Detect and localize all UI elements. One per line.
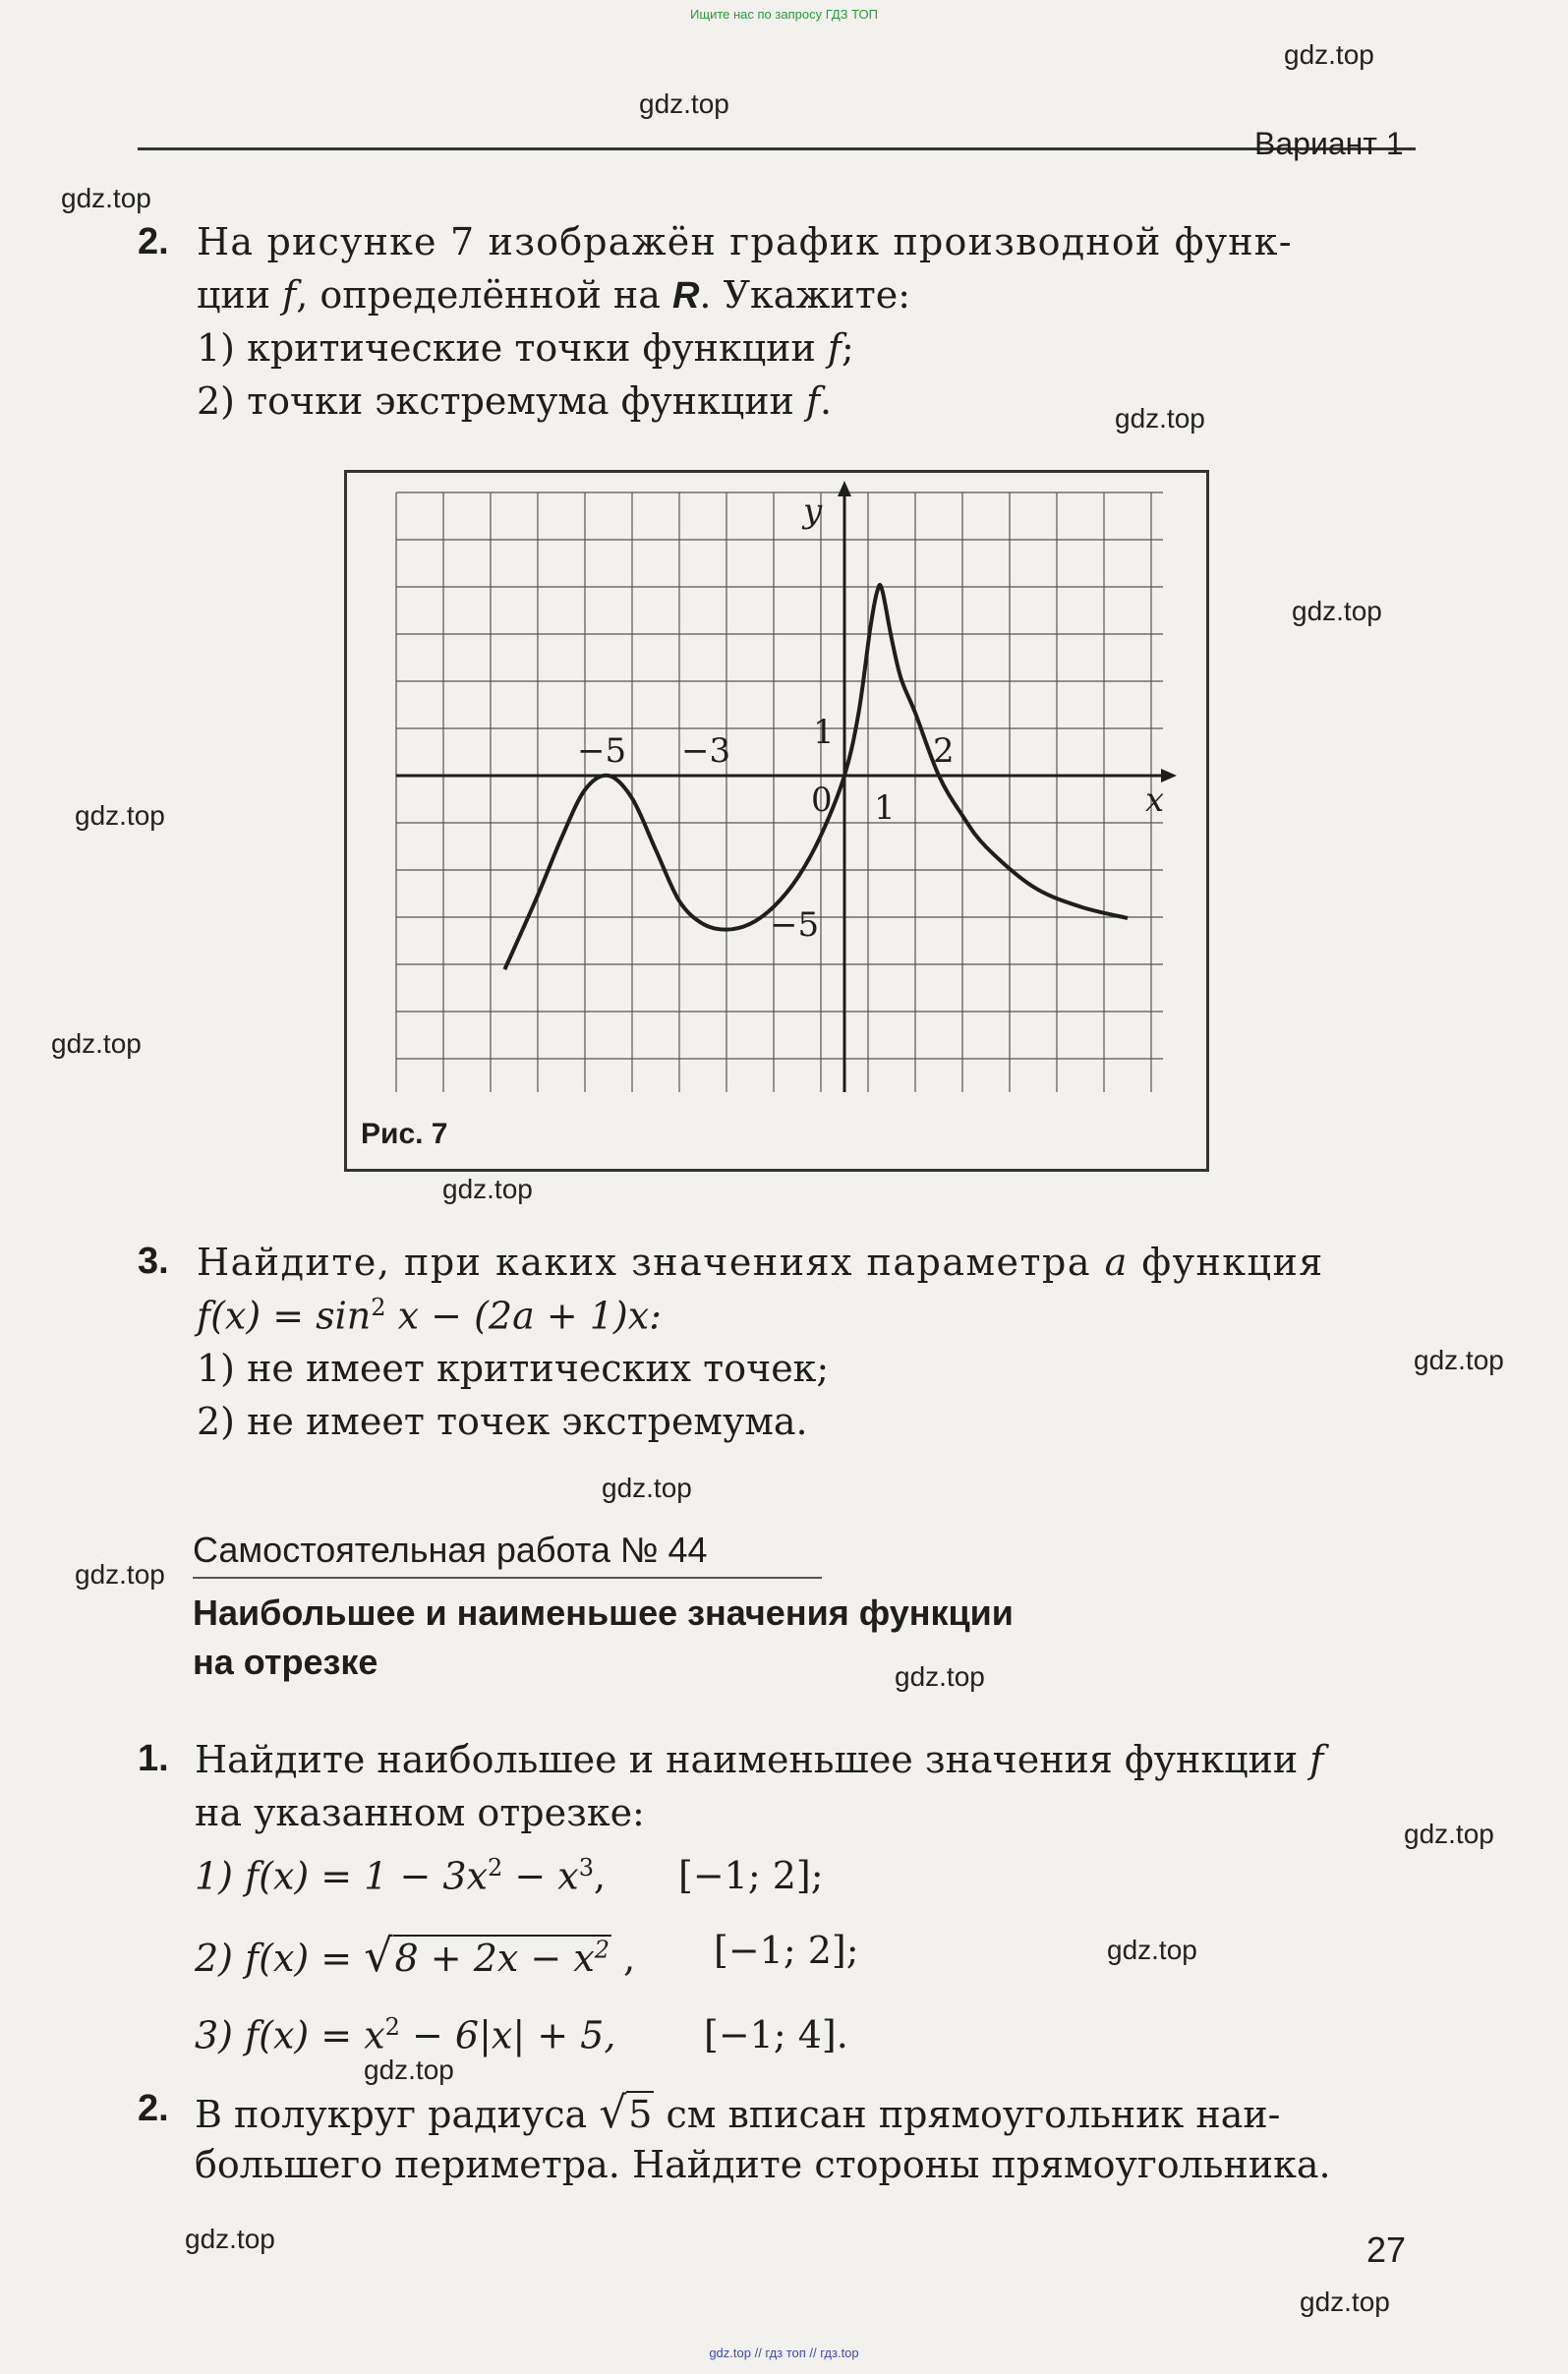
top-banner: Ищите нас по запросу ГДЗ ТОП <box>690 7 878 22</box>
header-rule <box>138 147 1416 150</box>
watermark: gdz.top <box>75 1559 165 1590</box>
derivative-graph <box>347 473 1206 1169</box>
tick-label-y1: 1 <box>813 713 835 752</box>
bottom-banner: gdz.top // гдз топ // гдз.top <box>709 2345 859 2360</box>
y-axis-label: y <box>803 492 823 531</box>
watermark: gdz.top <box>1404 1819 1494 1849</box>
function-2: 2) $f(x) = √8 + 2x - x^2$ , <box>195 1929 636 1982</box>
figure-caption: Рис. 7 <box>361 1118 448 1150</box>
y-arrow <box>838 481 851 496</box>
watermark: gdz.top <box>61 183 151 213</box>
axis-labels <box>577 492 1164 945</box>
interval-1: [−1; 2]; <box>678 1854 824 1897</box>
x-axis-label: x <box>1145 781 1165 820</box>
tick-label-minus3: −3 <box>681 731 731 771</box>
watermark: gdz.top <box>51 1028 142 1059</box>
task-text: Найдите наибольшее и наименьшее значения функции f <box>195 1738 1324 1781</box>
task-number: 2. <box>138 2088 169 2129</box>
figure-7 <box>344 470 1209 1172</box>
task-number: 1. <box>138 1738 169 1779</box>
watermark: gdz.top <box>1292 596 1382 626</box>
tick-label-y-minus5: −5 <box>770 905 820 945</box>
task-item: 2) не имеет точек экстремума. <box>197 1400 808 1443</box>
grid <box>396 492 1163 1092</box>
task-text: Найдите, при каких значениях параметра a функция <box>197 1241 1324 1284</box>
origin-label: 0 <box>811 781 833 820</box>
watermark: gdz.top <box>1115 403 1205 434</box>
task-text: на указанном отрезке: <box>195 1791 645 1834</box>
section-title: Самостоятельная работа № 44 <box>193 1530 708 1570</box>
axes <box>396 481 1177 1092</box>
function-1: 1) $f(x) = 1 - 3x^2 - x^3$, <box>195 1854 607 1898</box>
watermark: gdz.top <box>1284 39 1374 70</box>
page-number: 27 <box>1366 2229 1407 2270</box>
watermark: gdz.top <box>1300 2287 1390 2317</box>
tick-label-x1: 1 <box>874 788 896 828</box>
function-3: 3) $f(x) = x^2 - 6|x| + 5$, <box>195 2013 616 2057</box>
watermark: gdz.top <box>185 2224 275 2254</box>
task-number: 3. <box>138 1241 169 1282</box>
interval-3: [−1; 4]. <box>704 2013 848 2056</box>
task-formula: $f(x) = \sin^2 x - (2a + 1)x$: <box>197 1294 662 1338</box>
task-item: 2) точки экстремума функции f. <box>197 379 833 423</box>
variant-label: Вариант 1 <box>1254 126 1404 161</box>
section-rule <box>193 1577 822 1579</box>
task-text: В полукруг радиуса √5 см вписан прямоугольник наи- <box>195 2088 1281 2138</box>
interval-2: [−1; 2]; <box>714 1929 859 1972</box>
watermark: gdz.top <box>364 2055 454 2085</box>
task-text: большего периметра. Найдите стороны прямоугольника. <box>195 2143 1331 2186</box>
watermark: gdz.top <box>1414 1345 1504 1375</box>
watermark: gdz.top <box>602 1473 692 1503</box>
section-subtitle: на отрезке <box>193 1642 378 1682</box>
watermark: gdz.top <box>639 88 729 119</box>
watermark: gdz.top <box>75 800 165 831</box>
task-item: 1) не имеет критических точек; <box>197 1347 830 1390</box>
section-subtitle: Наибольшее и наименьшее значения функции <box>193 1592 1014 1633</box>
tick-label-minus5: −5 <box>577 731 627 771</box>
task-number: 2. <box>138 221 169 262</box>
task-text: На рисунке 7 изображён график производной функ- <box>197 220 1293 263</box>
task-item: 1) критические точки функции f; <box>197 326 854 370</box>
watermark: gdz.top <box>1107 1935 1197 1965</box>
watermark: gdz.top <box>895 1661 985 1692</box>
tick-label-x2: 2 <box>933 731 955 771</box>
watermark: gdz.top <box>442 1174 533 1204</box>
task-text: ции f, определённой на R. Укажите: <box>197 273 911 317</box>
